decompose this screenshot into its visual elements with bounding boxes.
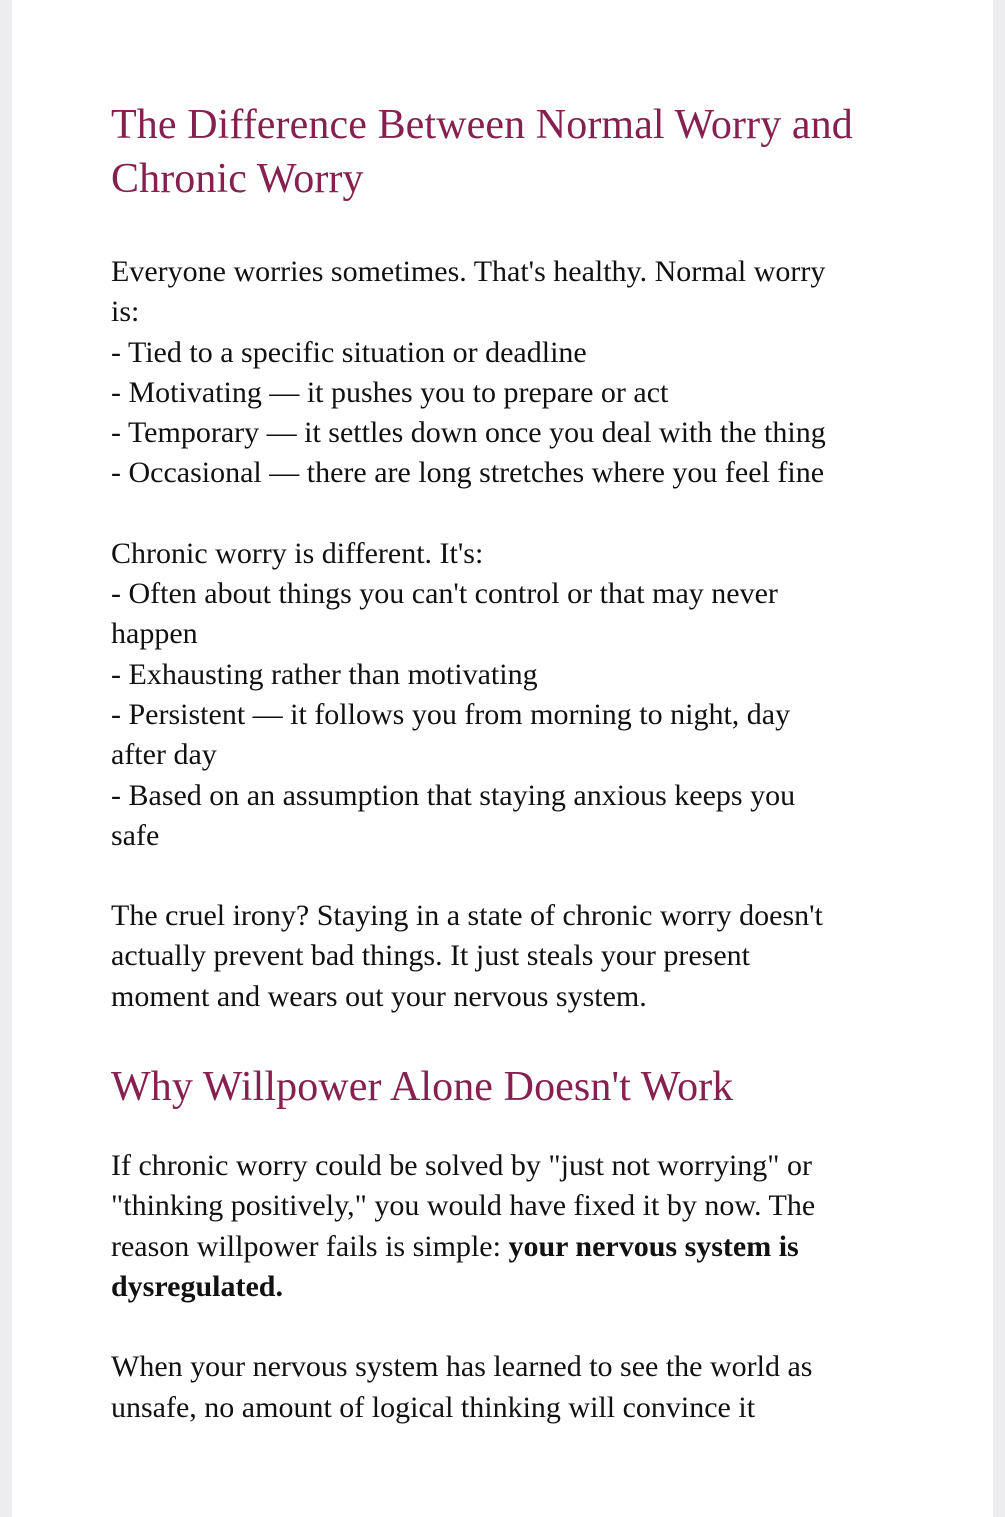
paragraph-willpower-emphasis: your nervous system is dysregulated. bbox=[111, 1229, 799, 1303]
paragraph-normal-worry: Everyone worries sometimes. That's healthy. Normal worry is: - Tied to a specific situation or deadline - Motivating — it pushes you to prepare or act - Temporary — it settles down once you deal with the thing - Occasional — there are long stretches where you feel fine bbox=[111, 255, 826, 490]
paragraph-willpower-lead: If chronic worry could be solved by "just not worrying" or "thinking positively," you would have fixed it by now. The reason willpower fails is simple: bbox=[111, 1149, 816, 1263]
section-heading-willpower: Why Willpower Alone Doesn't Work bbox=[111, 1064, 734, 1111]
paragraph-chronic-worry: Chronic worry is different. It's: - Often about things you can't control or that may never happen - Exhausting rather than motivating - Persistent — it follows you from morning to night, day after day - Based on an assumption that staying anxious keeps you safe bbox=[111, 536, 796, 852]
paragraph-willpower bbox=[111, 1146, 933, 1307]
section-heading-normal-vs-chronic-worry: The Difference Between Normal Worry and Chronic Worry bbox=[111, 102, 853, 202]
paragraph-cruel-irony: The cruel irony? Staying in a state of chronic worry doesn't actually prevent bad things. It just steals your present moment and wears out your nervous system. bbox=[111, 899, 823, 1013]
paragraph-nervous-system: When your nervous system has learned to see the world as unsafe, no amount of logical thinking will convince it bbox=[111, 1350, 813, 1424]
